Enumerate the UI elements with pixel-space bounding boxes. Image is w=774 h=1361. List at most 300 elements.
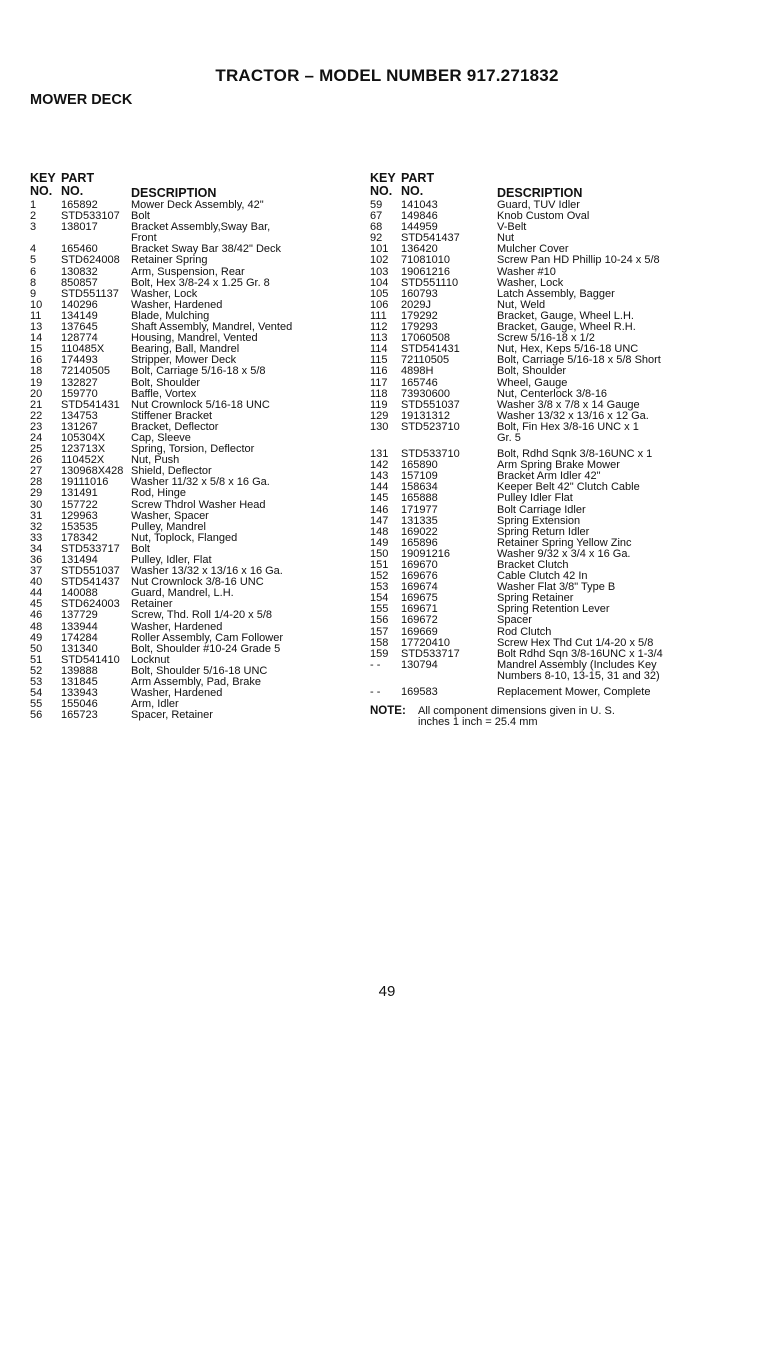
part-description: Bearing, Ball, Mandrel — [131, 343, 240, 356]
key-number: 32 — [30, 520, 43, 533]
key-number: 152 — [370, 570, 389, 583]
key-number: 117 — [370, 376, 388, 389]
part-description: Arm Spring Brake Mower — [497, 459, 620, 472]
key-number: 20 — [30, 387, 43, 400]
table-row — [30, 222, 360, 244]
part-description: Spacer, Retainer — [131, 709, 213, 722]
part-header-line2: NO. — [401, 184, 424, 198]
key-number: 147 — [370, 514, 389, 527]
key-header-line1: KEY — [30, 171, 56, 185]
part-description: Mulcher Cover — [497, 243, 569, 256]
key-number: 144 — [370, 481, 389, 494]
key-number: 52 — [30, 664, 43, 677]
note-text: All component dimensions given in U. S. inches 1 inch = 25.4 mm — [418, 705, 615, 729]
part-number: 131845 — [61, 676, 98, 689]
part-header-line1: PART — [61, 171, 95, 185]
table-header — [30, 172, 360, 200]
part-number: 105304X — [61, 431, 106, 444]
table-row — [30, 378, 360, 389]
key-number: 51 — [30, 653, 43, 666]
key-number: 31 — [30, 509, 43, 522]
part-number: 169674 — [401, 581, 438, 594]
part-description: Guard, TUV Idler — [497, 199, 580, 211]
part-description: Nut — [497, 232, 515, 245]
part-number: 73930600 — [401, 387, 450, 400]
part-description: Mower Deck Assembly, 42" — [131, 199, 264, 211]
description-header: DESCRIPTION — [497, 186, 583, 200]
key-number: - - — [370, 658, 381, 671]
key-number: - - — [370, 686, 381, 699]
key-number: 6 — [30, 265, 37, 278]
part-description: Mandrel Assembly (Includes Key Numbers 8-10, 13-15, 31 and 32) — [497, 658, 660, 682]
part-description: Stripper, Mower Deck — [131, 354, 237, 367]
part-description: Washer Flat 3/8" Type B — [497, 581, 616, 594]
part-number: 155046 — [61, 698, 98, 711]
part-number: 165460 — [61, 243, 98, 256]
part-description: Retainer — [131, 598, 173, 611]
part-number: 123713X — [61, 443, 106, 456]
part-description: Spring, Torsion, Deflector — [131, 443, 255, 456]
parts-table-right — [370, 172, 770, 729]
part-number: STD541431 — [61, 398, 120, 411]
key-number: 30 — [30, 498, 43, 511]
part-number: 19091216 — [401, 547, 450, 560]
table-row — [30, 610, 360, 621]
key-header-line2: NO. — [370, 184, 393, 198]
key-header-line1: KEY — [370, 171, 396, 185]
key-number: 157 — [370, 625, 389, 638]
parts-list-left — [30, 200, 360, 721]
part-description: Nut, Hex, Keps 5/16-18 UNC — [497, 343, 639, 356]
key-number: 2 — [30, 210, 37, 223]
key-number: 104 — [370, 276, 389, 289]
key-number: 115 — [370, 354, 388, 367]
part-number: 160793 — [401, 287, 438, 300]
key-number: 13 — [30, 321, 43, 334]
page-number: 49 — [378, 983, 396, 1000]
part-number: 128774 — [61, 332, 98, 345]
part-number: 130968X428 — [61, 465, 124, 478]
part-header-line1: PART — [401, 171, 435, 185]
part-number: 131335 — [401, 514, 438, 527]
part-number: 137645 — [61, 321, 98, 334]
part-description: Washer 11/32 x 5/8 x 16 Ga. — [131, 476, 270, 489]
part-number: 158634 — [401, 481, 438, 494]
dimension-note — [370, 706, 770, 728]
part-number: STD541410 — [61, 653, 120, 666]
part-number: 134149 — [61, 309, 98, 322]
key-number: 15 — [30, 343, 43, 356]
part-number: 131267 — [61, 420, 98, 433]
key-number: 155 — [370, 603, 389, 616]
part-number: STD624003 — [61, 598, 120, 611]
key-number: 113 — [370, 332, 388, 345]
key-number: 33 — [30, 531, 43, 544]
part-number: 4898H — [401, 365, 434, 378]
key-number: 50 — [30, 642, 43, 655]
part-number: 137729 — [61, 609, 98, 622]
part-description: Bracket, Gauge, Wheel L.H. — [497, 309, 634, 322]
key-number: 67 — [370, 210, 383, 223]
key-number: 49 — [30, 631, 43, 644]
key-number: 111 — [370, 309, 387, 322]
part-number: 134753 — [61, 409, 98, 422]
part-number: STD551110 — [401, 276, 459, 289]
part-description: Bolt, Shoulder — [497, 365, 567, 378]
key-number: 145 — [370, 492, 389, 505]
part-description: Arm Assembly, Pad, Brake — [131, 676, 262, 689]
part-description: Shaft Assembly, Mandrel, Vented — [131, 321, 293, 334]
part-number: 17060508 — [401, 332, 450, 345]
key-number: 1 — [30, 199, 37, 211]
part-description: Retainer Spring — [131, 254, 208, 267]
part-number: 153535 — [61, 520, 98, 533]
part-number: 140296 — [61, 298, 98, 311]
key-number: 129 — [370, 409, 389, 422]
table-row — [370, 660, 770, 682]
part-number: 169676 — [401, 570, 438, 583]
table-row — [370, 267, 770, 278]
key-number: 27 — [30, 465, 43, 478]
key-number: 5 — [30, 254, 37, 267]
part-number: 159770 — [61, 387, 98, 400]
part-description: Knob Custom Oval — [497, 210, 590, 223]
key-number: 25 — [30, 443, 43, 456]
table-row — [370, 422, 770, 444]
part-number: 165892 — [61, 199, 98, 211]
key-number: 148 — [370, 525, 389, 538]
key-number: 159 — [370, 647, 389, 660]
part-description: Wheel, Gauge — [497, 376, 568, 389]
key-number: 143 — [370, 470, 389, 483]
part-number: 131340 — [61, 642, 98, 655]
part-description: Nut, Weld — [497, 298, 546, 311]
page-title: TRACTOR – MODEL NUMBER 917.271832 — [215, 66, 559, 85]
part-number: 72110505 — [401, 354, 450, 367]
key-number: 22 — [30, 409, 43, 422]
part-description: Replacement Mower, Complete — [497, 686, 651, 699]
part-description: Washer #10 — [497, 265, 556, 278]
part-number: 132827 — [61, 376, 98, 389]
key-number: 119 — [370, 398, 388, 411]
parts-list-right — [370, 200, 770, 698]
part-number: 165746 — [401, 376, 438, 389]
table-row — [30, 622, 360, 633]
part-description: Cable Clutch 42 In — [497, 570, 588, 583]
part-number: 138017 — [61, 221, 98, 234]
part-header-line2: NO. — [61, 184, 84, 198]
key-number: 19 — [30, 376, 43, 389]
part-number: 165896 — [401, 536, 438, 549]
key-number: 44 — [30, 587, 43, 600]
part-number: 174284 — [61, 631, 98, 644]
table-row — [30, 267, 360, 278]
key-number: 21 — [30, 398, 43, 411]
table-row — [370, 366, 770, 377]
key-number: 131 — [370, 448, 389, 461]
key-number: 26 — [30, 454, 43, 467]
key-number: 24 — [30, 431, 43, 444]
key-number: 16 — [30, 354, 43, 367]
part-description: Screw, Thd. Roll 1/4-20 x 5/8 — [131, 609, 273, 622]
part-number: STD533107 — [61, 210, 120, 223]
part-description: Latch Assembly, Bagger — [497, 287, 615, 300]
part-number: 174493 — [61, 354, 98, 367]
part-number: 131494 — [61, 554, 98, 566]
part-number: STD541431 — [401, 343, 460, 356]
part-number: 19131312 — [401, 409, 450, 422]
part-description: Blade, Mulching — [131, 309, 210, 322]
table-row — [370, 627, 770, 638]
part-number: 139888 — [61, 664, 98, 677]
key-number: 11 — [30, 309, 42, 322]
part-description: Washer, Hardened — [131, 620, 223, 633]
key-no-header — [370, 172, 401, 200]
part-description: Nut, Toplock, Flanged — [131, 531, 238, 544]
key-number: 14 — [30, 332, 43, 345]
part-description: Washer, Lock — [497, 276, 564, 289]
part-number: 19061216 — [401, 265, 450, 278]
part-number: 136420 — [401, 243, 438, 256]
section-heading: MOWER DECK — [30, 92, 133, 108]
table-row — [30, 366, 360, 377]
key-number: 112 — [370, 321, 388, 334]
note-label: NOTE: — [370, 705, 406, 718]
part-description: Bolt, Hex 3/8-24 x 1.25 Gr. 8 — [131, 276, 270, 289]
key-number: 106 — [370, 298, 389, 311]
key-number: 45 — [30, 598, 43, 611]
key-number: 150 — [370, 547, 389, 560]
key-number: 146 — [370, 503, 389, 516]
part-number: 149846 — [401, 210, 438, 223]
part-number: 165890 — [401, 459, 438, 472]
part-description: Bracket Arm Idler 42" — [497, 470, 601, 483]
key-number: 3 — [30, 221, 37, 234]
part-description: Arm, Idler — [131, 698, 179, 711]
table-row — [30, 500, 360, 511]
part-description: Bolt, Carriage 5/16-18 x 5/8 Short — [497, 354, 661, 367]
part-description: Bracket, Deflector — [131, 420, 219, 433]
table-header — [370, 172, 770, 200]
part-number: STD533717 — [401, 647, 460, 660]
part-description: Rod, Hinge — [131, 487, 187, 500]
part-description: Arm, Suspension, Rear — [131, 265, 245, 278]
key-number: 37 — [30, 565, 43, 578]
key-number: 56 — [30, 709, 43, 722]
part-number: 169669 — [401, 625, 438, 638]
key-number: 158 — [370, 636, 389, 649]
part-number: 17720410 — [401, 636, 450, 649]
part-number: STD551137 — [61, 287, 119, 300]
part-number: 129963 — [61, 509, 98, 522]
part-description: Bolt Carriage Idler — [497, 503, 586, 516]
part-description: Bolt, Shoulder #10-24 Grade 5 — [131, 642, 281, 655]
key-number: 68 — [370, 221, 383, 234]
part-number: 165723 — [61, 709, 98, 722]
key-number: 55 — [30, 698, 43, 711]
key-number: 118 — [370, 387, 388, 400]
key-number: 154 — [370, 592, 389, 605]
key-number: 130 — [370, 420, 389, 433]
part-description: Pulley, Mandrel — [131, 520, 206, 533]
key-number: 105 — [370, 287, 389, 300]
part-description: Nut, Push — [131, 454, 180, 467]
part-description: Bolt, Shoulder — [131, 376, 201, 389]
part-number: 141043 — [401, 199, 438, 211]
part-description: Retainer Spring Yellow Zinc — [497, 536, 632, 549]
key-no-header — [30, 172, 61, 200]
key-number: 36 — [30, 554, 43, 566]
part-description: Pulley Idler Flat — [497, 492, 573, 505]
part-number: 157109 — [401, 470, 438, 483]
key-number: 101 — [370, 243, 389, 256]
part-description: Screw Pan HD Phillip 10-24 x 5/8 — [497, 254, 660, 267]
part-description: Washer 13/32 x 13/16 x 12 Ga. — [497, 409, 649, 422]
part-description: Bolt, Carriage 5/16-18 x 5/8 — [131, 365, 266, 378]
part-number: 133944 — [61, 620, 98, 633]
table-row — [30, 710, 360, 721]
part-description: Washer 3/8 x 7/8 x 14 Gauge — [497, 398, 640, 411]
part-description: Washer 13/32 x 13/16 x 16 Ga. — [131, 565, 283, 578]
part-description: Baffle, Vortex — [131, 387, 197, 400]
part-description: Bracket Clutch — [497, 559, 569, 571]
part-description: Pulley, Idler, Flat — [131, 554, 212, 566]
part-description: Bolt, Rdhd Sqnk 3/8-16UNC x 1 — [497, 448, 653, 461]
part-description: Bracket Sway Bar 38/42" Deck — [131, 243, 282, 256]
part-description: Keeper Belt 42" Clutch Cable — [497, 481, 640, 494]
part-number: 169671 — [401, 603, 438, 616]
part-no-header — [61, 172, 131, 200]
table-row — [370, 615, 770, 626]
key-number: 156 — [370, 614, 389, 627]
description-header: DESCRIPTION — [131, 186, 217, 200]
part-no-header — [401, 172, 497, 200]
part-number: STD533717 — [61, 542, 120, 555]
part-number: 131491 — [61, 487, 98, 500]
part-number: 144959 — [401, 221, 438, 234]
key-number: 149 — [370, 536, 389, 549]
part-description: V-Belt — [497, 221, 527, 234]
table-row — [370, 255, 770, 266]
part-description: Bolt — [131, 542, 150, 555]
key-number: 18 — [30, 365, 43, 378]
part-description: Washer, Lock — [131, 287, 198, 300]
key-number: 4 — [30, 243, 37, 256]
part-number: 178342 — [61, 531, 98, 544]
part-description: Roller Assembly, Cam Follower — [131, 631, 284, 644]
part-number: 71081010 — [401, 254, 450, 267]
part-number: 19111016 — [61, 476, 109, 489]
part-description: Spring Retainer — [497, 592, 574, 605]
part-description: Screw 5/16-18 x 1/2 — [497, 332, 595, 345]
part-number: 171977 — [401, 503, 438, 516]
part-description: Bolt Rdhd Sqn 3/8-16UNC x 1-3/4 — [497, 647, 663, 660]
part-description: Screw Hex Thd Cut 1/4-20 x 5/8 — [497, 636, 654, 649]
part-number: 130794 — [401, 658, 438, 671]
part-number: STD533710 — [401, 448, 460, 461]
key-number: 53 — [30, 676, 43, 689]
table-row — [30, 488, 360, 499]
part-number: 110485X — [61, 343, 105, 356]
part-description: Bolt, Fin Hex 3/8-16 UNC x 1 Gr. 5 — [497, 420, 639, 444]
part-number: 179292 — [401, 309, 438, 322]
part-number: 2029J — [401, 298, 431, 311]
table-row — [370, 687, 770, 698]
key-number: 114 — [370, 343, 388, 356]
key-number: 28 — [30, 476, 43, 489]
part-description: Bolt — [131, 210, 150, 223]
key-number: 8 — [30, 276, 37, 289]
part-description: Spacer — [497, 614, 532, 627]
key-header-line2: NO. — [30, 184, 53, 198]
parts-table-left — [30, 172, 360, 721]
part-number: 140088 — [61, 587, 98, 600]
part-description: Housing, Mandrel, Vented — [131, 332, 258, 345]
part-description: Spring Return Idler — [497, 525, 590, 538]
key-number: 10 — [30, 298, 43, 311]
key-number: 40 — [30, 576, 43, 589]
part-description: Washer, Hardened — [131, 298, 223, 311]
part-number: 165888 — [401, 492, 438, 505]
part-number: STD541437 — [61, 576, 120, 589]
part-description: Bolt, Shoulder 5/16-18 UNC — [131, 664, 268, 677]
part-number: 169022 — [401, 525, 438, 538]
part-number: 130832 — [61, 265, 98, 278]
part-description: Rod Clutch — [497, 625, 552, 638]
part-description: Nut Crownlock 5/16-18 UNC — [131, 398, 270, 411]
part-number: STD551037 — [61, 565, 120, 578]
part-description: Shield, Deflector — [131, 465, 212, 478]
part-description: Bracket, Gauge, Wheel R.H. — [497, 321, 636, 334]
key-number: 9 — [30, 287, 37, 300]
part-description: Spring Extension — [497, 514, 581, 527]
key-number: 102 — [370, 254, 389, 267]
part-description: Cap, Sleeve — [131, 431, 191, 444]
key-number: 48 — [30, 620, 43, 633]
part-description: Washer, Hardened — [131, 687, 223, 700]
part-number: 169675 — [401, 592, 438, 605]
key-number: 92 — [370, 232, 383, 245]
part-description: Stiffener Bracket — [131, 409, 213, 422]
table-row — [370, 505, 770, 516]
key-number: 142 — [370, 459, 389, 472]
part-number: 169583 — [401, 686, 438, 699]
part-description: Washer, Spacer — [131, 509, 209, 522]
part-description: Nut Crownlock 3/8-16 UNC — [131, 576, 264, 589]
part-number: STD523710 — [401, 420, 460, 433]
part-number: 169672 — [401, 614, 438, 627]
key-number: 46 — [30, 609, 43, 622]
part-number: 110452X — [61, 454, 105, 467]
part-description: Spring Retention Lever — [497, 603, 610, 616]
key-number: 29 — [30, 487, 43, 500]
key-number: 23 — [30, 420, 43, 433]
key-number: 103 — [370, 265, 389, 278]
part-number: STD624008 — [61, 254, 120, 267]
part-number: STD551037 — [401, 398, 460, 411]
part-number: 850857 — [61, 276, 98, 289]
part-number: 157722 — [61, 498, 98, 511]
key-number: 151 — [370, 559, 389, 571]
table-row — [370, 378, 770, 389]
part-description: Bracket Assembly,Sway Bar, Front — [131, 221, 271, 245]
part-number: 179293 — [401, 321, 438, 334]
part-description: Guard, Mandrel, L.H. — [131, 587, 234, 600]
part-number: 133943 — [61, 687, 98, 700]
part-description: Nut, Centerlock 3/8-16 — [497, 387, 608, 400]
part-description: Screw Thdrol Washer Head — [131, 498, 266, 511]
key-number: 54 — [30, 687, 43, 700]
